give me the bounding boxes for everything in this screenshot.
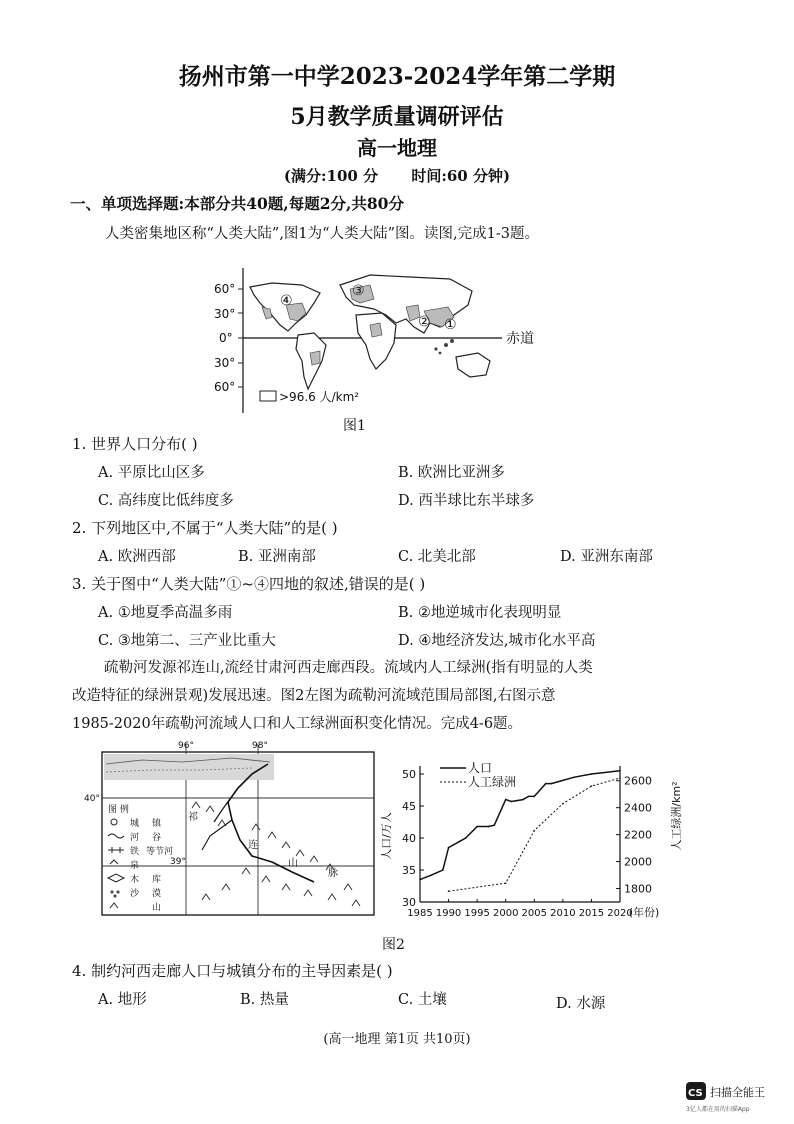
q3-option-b: B. ②地逆城市化表现明显 <box>398 605 562 621</box>
dense-area <box>370 323 382 337</box>
svg-text:河: 河 <box>130 833 140 843</box>
figure-1-caption: 图1 <box>343 418 366 434</box>
population-point <box>619 770 621 772</box>
lat-label: 40° <box>84 794 100 804</box>
q3-option-c: C. ③地第二、三产业比重大 <box>98 633 276 649</box>
question-3-stem: 3. 关于图中“人类大陆”①~④四地的叙述,错误的是( ) <box>72 575 426 593</box>
oasis-point <box>591 785 593 787</box>
section-heading: 一、单项选择题:本部分共40题,每题2分,共80分 <box>70 194 404 213</box>
lat-label: 39° <box>170 857 186 867</box>
equator-label: 赤道 <box>506 331 534 347</box>
logo-badge: CS <box>688 1088 703 1099</box>
page-footer: (高一地理 第1页 共10页) <box>323 1032 471 1047</box>
y2-axis-label: 人工绿洲/km² <box>670 781 683 851</box>
figure-2-line-chart <box>380 752 694 930</box>
x-tick-label: 2015 <box>578 908 605 919</box>
marker-2: ② <box>418 314 431 330</box>
population-point <box>431 874 433 876</box>
svg-text:谷: 谷 <box>152 833 162 843</box>
y-tick-label: 30 <box>402 896 416 909</box>
x-tick-label: 2010 <box>550 908 576 919</box>
population-point <box>511 801 513 803</box>
x-tick-label: 1995 <box>464 908 490 919</box>
desert-band <box>104 754 274 780</box>
series-oasis-line <box>449 778 620 891</box>
q1-option-d: D. 西半球比东半球多 <box>398 493 535 509</box>
population-point <box>591 773 593 775</box>
population-point <box>551 783 553 785</box>
lon-label: 98° <box>252 741 268 751</box>
exam-subtitle: 5月教学质量调研评估 <box>290 104 504 130</box>
x-tick-label: 2005 <box>521 908 548 919</box>
score-time-line <box>0 165 794 186</box>
svg-text:库: 库 <box>152 875 162 885</box>
y2-tick-label: 2600 <box>624 774 652 788</box>
x-tick-label: 1990 <box>435 908 462 919</box>
oasis-point <box>562 803 564 805</box>
dense-area <box>310 351 320 365</box>
population-point <box>493 824 495 826</box>
svg-text:镇: 镇 <box>152 819 162 829</box>
lon-label: 96° <box>178 741 194 751</box>
y-axis-label: 人口/万人 <box>380 812 393 860</box>
logo-sub: 3亿人都在用的扫描App <box>686 1106 750 1113</box>
x-axis-label: (年份) <box>628 906 660 919</box>
question-1-stem: 1. 世界人口分布( ) <box>72 435 198 453</box>
oasis-point <box>448 890 450 892</box>
population-point <box>476 826 478 828</box>
x-tick-label: 2000 <box>492 908 519 919</box>
q3-option-a: A. ①地夏季高温多雨 <box>98 605 233 621</box>
y-tick-label: 50 <box>402 768 416 781</box>
q2-option-b: B. 亚洲南部 <box>238 549 316 565</box>
q4-option-c: C. 土壤 <box>398 992 447 1008</box>
marker-3: ③ <box>352 283 365 299</box>
svg-text:漠: 漠 <box>152 889 162 899</box>
legend-pop: 人口 <box>468 761 493 775</box>
question-2-stem: 2. 下列地区中,不属于“人类大陆”的是( ) <box>72 519 338 537</box>
q1-option-c: C. 高纬度比低纬度多 <box>98 493 234 509</box>
population-point <box>448 847 450 849</box>
map-label: 祁 <box>188 812 198 823</box>
y2-tick-label: 2000 <box>624 855 652 869</box>
population-point <box>562 780 564 782</box>
svg-text:沙: 沙 <box>130 889 140 899</box>
y-tick-label: 35 <box>402 864 416 877</box>
legend-title: 图 例 <box>108 805 129 815</box>
population-point <box>459 840 461 842</box>
africa-shape <box>356 313 396 369</box>
figure-2-caption: 图2 <box>382 937 405 953</box>
y-tick-label: 40 <box>402 832 416 845</box>
x-tick-label: 1985 <box>407 908 433 919</box>
population-point <box>545 783 547 785</box>
population-point <box>533 796 535 798</box>
svg-text:等节河: 等节河 <box>146 847 174 857</box>
oasis-point <box>619 777 621 779</box>
subject-title: 高一地理 <box>357 136 437 160</box>
legend-swatch <box>260 391 276 401</box>
lat-label: 30° <box>214 356 236 370</box>
logo-name: 扫描全能王 <box>710 1086 765 1099</box>
marker-1: ① <box>444 317 457 333</box>
legend-oasis: 人工绿洲 <box>468 775 517 789</box>
svg-text:山: 山 <box>152 903 162 913</box>
y2-tick-label: 2400 <box>624 801 652 815</box>
q2-option-c: C. 北美北部 <box>398 549 476 565</box>
question-4-stem: 4. 制约河西走廊人口与城镇分布的主导因素是( ) <box>72 962 393 980</box>
q4-option-d: D. 水源 <box>556 996 606 1012</box>
full-score: (满分:100 分 <box>283 167 379 185</box>
svg-text:泉: 泉 <box>130 861 140 871</box>
q2-option-a: A. 欧洲西部 <box>98 549 176 565</box>
map-label: 连 <box>248 840 258 851</box>
south-america-shape <box>296 333 326 389</box>
intro-4-6-line1: 疏勒河发源祁连山,流经甘肃河西走廊西段。流域内人工绿洲(指有明显的人类 <box>104 660 593 676</box>
y2-tick-label: 2200 <box>624 828 652 842</box>
q4-option-b: B. 热量 <box>240 992 289 1008</box>
q3-option-d: D. ④地经济发达,城市化水平高 <box>398 633 596 649</box>
lat-label: 30° <box>214 307 236 321</box>
map-label: 山 <box>288 858 298 869</box>
population-point <box>488 826 490 828</box>
population-point <box>505 799 507 801</box>
oasis-point <box>533 830 535 832</box>
time-limit: 时间:60 分钟) <box>411 167 511 185</box>
population-point <box>573 776 575 778</box>
q2-option-d: D. 亚洲东南部 <box>560 549 653 565</box>
population-point <box>442 869 444 871</box>
oasis-point <box>505 882 507 884</box>
legend-label: >96.6 人/km² <box>279 390 360 404</box>
australia-shape <box>456 353 490 377</box>
population-point <box>528 796 530 798</box>
marker-4: ④ <box>280 293 293 309</box>
svg-text:城: 城 <box>130 819 140 829</box>
intro-4-6-line2: 改造特征的绿洲景观)发展迅速。图2左图为疏勒河流域范围局部图,右图示意 <box>72 688 556 704</box>
lat-label: 0° <box>219 331 233 345</box>
map-label: 脉 <box>328 868 338 879</box>
exam-title: 扬州市第一中学2023-2024学年第二学期 <box>178 63 616 90</box>
camscanner-logo <box>684 1080 784 1116</box>
intro-1-3: 人类密集地区称“人类大陆”,图1为“人类大陆”图。读图,完成1-3题。 <box>105 226 539 242</box>
svg-text:铁: 铁 <box>130 847 140 857</box>
y2-tick-label: 1800 <box>624 882 652 896</box>
svg-text:木: 木 <box>130 875 140 885</box>
population-point <box>419 879 421 881</box>
q4-option-a: A. 地形 <box>98 992 147 1008</box>
population-point <box>465 837 467 839</box>
population-point <box>522 799 524 801</box>
lat-label: 60° <box>214 282 236 296</box>
q1-option-a: A. 平原比山区多 <box>98 465 205 481</box>
q1-option-b: B. 欧洲比亚洲多 <box>398 465 505 481</box>
figure-2-basin-map <box>82 740 382 920</box>
x-tick-label: 2020 <box>607 908 633 919</box>
lat-label: 60° <box>214 380 236 394</box>
figure-1-world-map <box>210 265 550 417</box>
intro-4-6-line3: 1985-2020年疏勒河流域人口和人工绿洲面积变化情况。完成4-6题。 <box>72 716 523 732</box>
y-tick-label: 45 <box>402 800 416 813</box>
